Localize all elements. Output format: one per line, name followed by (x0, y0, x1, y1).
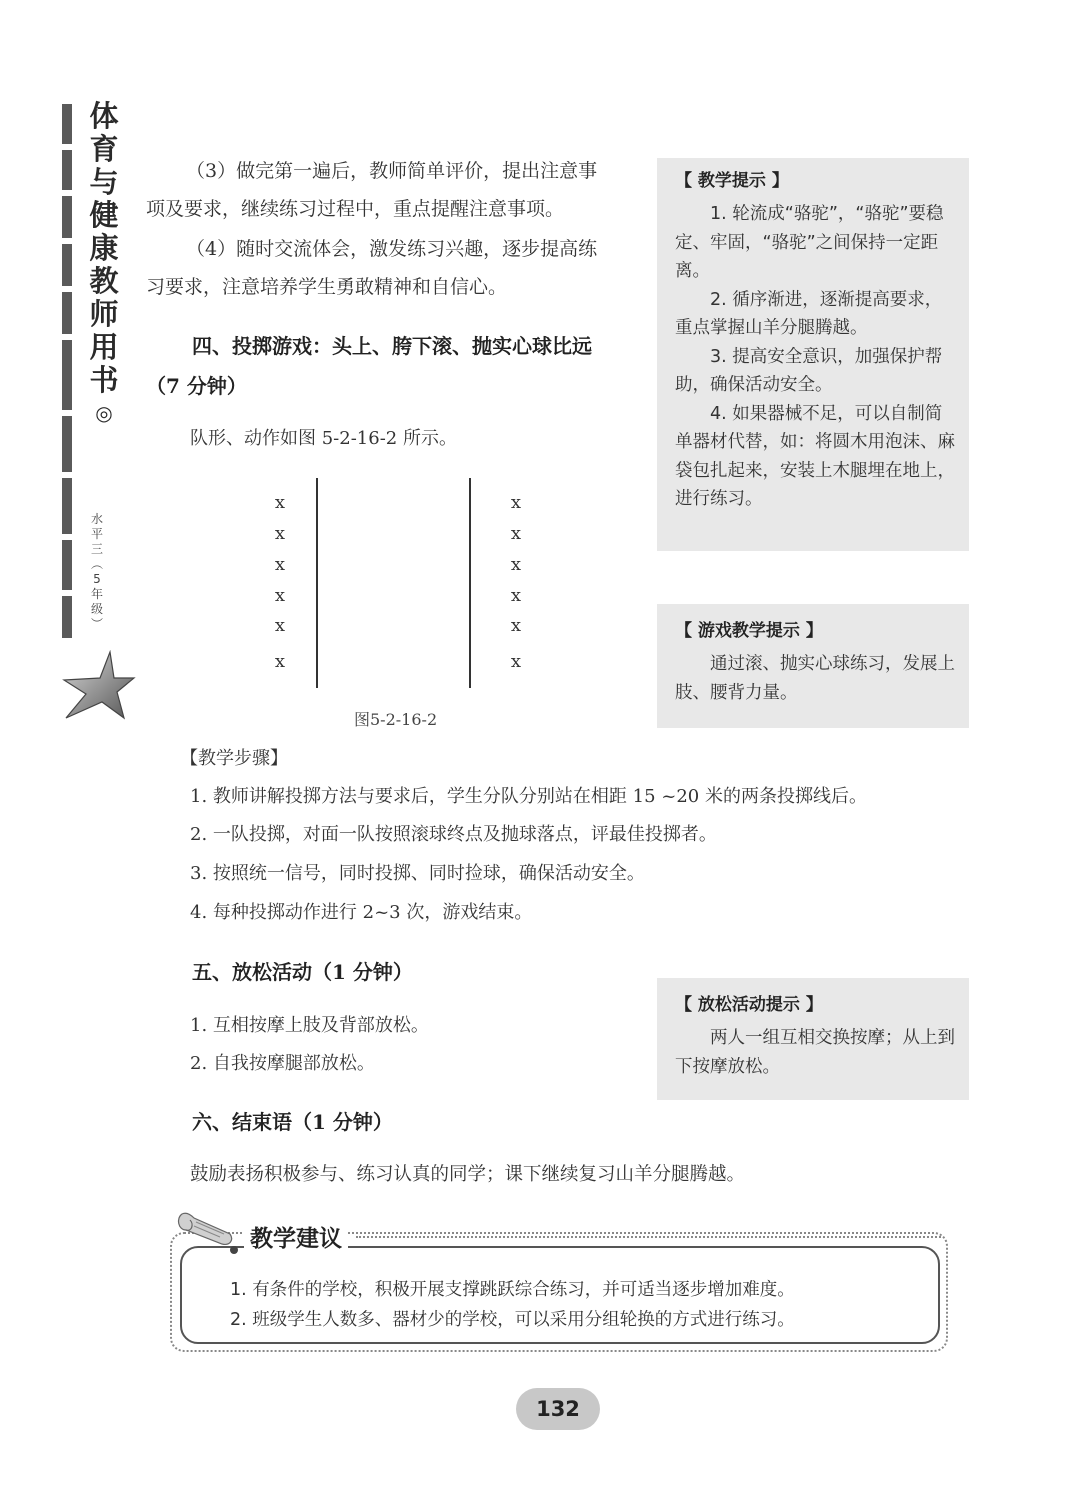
student-marker: x (510, 523, 522, 544)
sidebar-bar-segment (62, 340, 72, 410)
sidebar-bar-segment (62, 196, 72, 238)
level-char: 年 (90, 587, 103, 601)
level-char: 水 (90, 512, 103, 526)
para-step3-line2: 项及要求，继续练习过程中，重点提醒注意事项。 (146, 198, 565, 220)
teaching-tip-item: 3. 提高安全意识，加强保护帮助，确保活动安全。 (675, 346, 943, 395)
section-5-heading: 五、放松活动（1 分钟） (192, 960, 413, 984)
steps-title: 【教学步骤】 (180, 748, 288, 769)
sidebar-bar-segment (62, 596, 72, 638)
student-marker: x (274, 615, 286, 636)
throw-line-left (316, 478, 318, 688)
relax-tip-title: 【 放松活动提示 】 (675, 995, 823, 1015)
teaching-tip-box (657, 158, 969, 551)
grade-level-vertical (88, 512, 106, 632)
sidebar-bar-segment (62, 540, 72, 590)
teaching-tip-item: 2. 循序渐进，逐渐提高要求，重点掌握山羊分腿腾越。 (675, 289, 943, 338)
level-char: 级 (90, 602, 103, 616)
student-marker: x (274, 585, 286, 606)
student-marker: x (510, 492, 522, 513)
book-title-char: 康 (89, 231, 119, 265)
level-char: 三 (90, 542, 103, 556)
star-icon (60, 650, 136, 722)
sidebar-bar-segment (62, 416, 72, 472)
student-marker: x (510, 615, 522, 636)
student-marker: x (274, 651, 286, 672)
section-4-duration: （7 分钟） (146, 374, 247, 398)
book-title-char: 师 (89, 297, 119, 331)
relax-tip-body (675, 1024, 955, 1081)
book-title-vertical (84, 100, 124, 430)
relax-tip-text: 两人一组互相交换按摩；从上到下按摩放松。 (675, 1028, 955, 1077)
sidebar-bar-segment (62, 292, 72, 334)
teaching-tip-item: 4. 如果器械不足，可以自制简单器材代替，如：将圆木用泡沫、麻袋包扎起来，安装上木腿埋在地上，进行练习。 (675, 403, 955, 509)
para-step4-line2: 习要求，注意培养学生勇敢精神和自信心。 (146, 276, 508, 298)
book-title-char: 与 (89, 165, 119, 199)
section-4-heading: 四、投掷游戏：头上、胯下滚、抛实心球比远 (192, 334, 592, 358)
level-char: 平 (90, 527, 103, 541)
suggestion-item: 1. 有条件的学校，积极开展支撑跳跃综合练习，并可适当逐步增加难度。 (230, 1280, 795, 1300)
suggestion-title: 教学建议 (244, 1220, 348, 1253)
game-tip-title: 【 游戏教学提示 】 (675, 621, 823, 641)
book-title-char: 用 (89, 330, 119, 364)
book-title-char: 书 (89, 363, 119, 397)
page-number: 132 (516, 1388, 600, 1430)
book-title-char: 育 (89, 132, 119, 166)
section-6-heading: 六、结束语（1 分钟） (192, 1110, 393, 1134)
step-item: 2. 一队投掷，对面一队按照滚球终点及抛球落点，评最佳投掷者。 (190, 824, 717, 845)
suggestion-item: 2. 班级学生人数多、器材少的学校，可以采用分组轮换的方式进行练习。 (230, 1310, 795, 1330)
sidebar-bar-segment (62, 104, 72, 144)
teaching-tip-item: 1. 轮流成“骆驼”，“骆驼”要稳定、牢固，“骆驼”之间保持一定距离。 (675, 204, 944, 281)
level-char: 5 (93, 572, 101, 586)
relax-tip-box (657, 978, 969, 1100)
game-tip-box (657, 604, 969, 728)
student-marker: x (274, 554, 286, 575)
para-step3-line1: （3）做完第一遍后，教师简单评价，提出注意事 (186, 160, 598, 182)
level-char: ︵ (90, 557, 103, 571)
book-title-char: 体 (89, 99, 119, 133)
book-title-char: ◎ (95, 401, 113, 425)
step-item: 3. 按照统一信号，同时投掷、同时捡球，确保活动安全。 (190, 863, 645, 884)
scroll-icon (172, 1200, 244, 1260)
student-marker: x (510, 651, 522, 672)
relax-item: 1. 互相按摩上肢及背部放松。 (190, 1015, 429, 1036)
closing-text: 鼓励表扬积极参与、练习认真的同学；课下继续复习山羊分腿腾越。 (190, 1164, 746, 1185)
formation-text: 队形、动作如图 5-2-16-2 所示。 (190, 428, 457, 449)
para-step4-line1: （4）随时交流体会，激发练习兴趣，逐步提高练 (186, 238, 598, 260)
book-title-char: 健 (89, 198, 119, 232)
sidebar-bar-segment (62, 244, 72, 286)
teaching-tip-body (675, 200, 955, 514)
sidebar-bar-segment (62, 478, 72, 534)
throw-line-right (469, 478, 471, 688)
step-item: 1. 教师讲解投掷方法与要求后，学生分队分别站在相距 15 ~20 米的两条投掷线后。 (190, 786, 867, 807)
level-char: ︶ (90, 617, 103, 631)
student-marker: x (510, 585, 522, 606)
relax-item: 2. 自我按摩腿部放松。 (190, 1053, 375, 1074)
book-title-char: 教 (89, 264, 119, 298)
student-marker: x (510, 554, 522, 575)
sidebar-bar-segment (62, 150, 72, 190)
figure-caption: 图5-2-16-2 (354, 710, 438, 729)
suggestion-dotted-rule (356, 1236, 941, 1238)
teaching-tip-title: 【 教学提示 】 (675, 171, 789, 191)
step-item: 4. 每种投掷动作进行 2~3 次，游戏结束。 (190, 902, 533, 923)
student-marker: x (274, 492, 286, 513)
game-tip-text: 通过滚、抛实心球练习，发展上肢、腰背力量。 (675, 654, 955, 703)
game-tip-body (675, 650, 955, 707)
student-marker: x (274, 523, 286, 544)
